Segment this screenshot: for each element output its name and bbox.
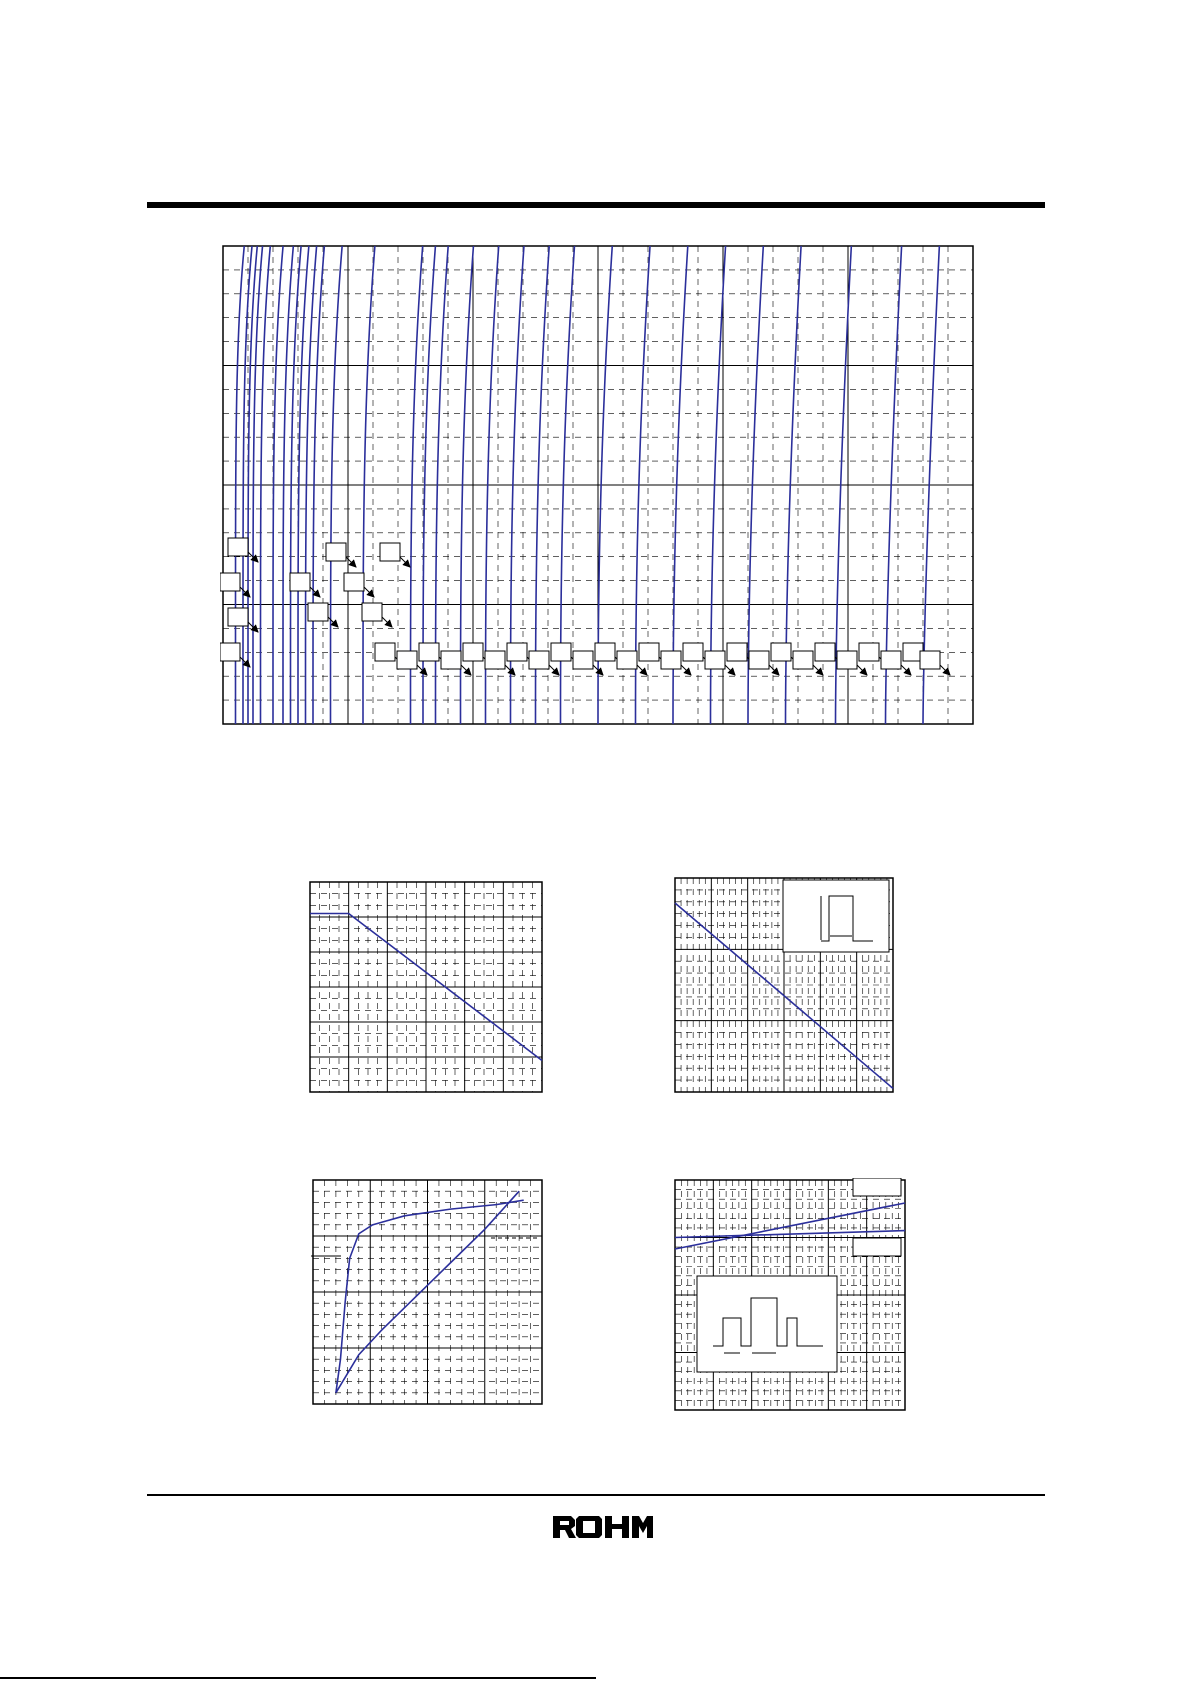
curve-callout-box <box>228 608 248 626</box>
power-derating-chart <box>308 880 544 1094</box>
curve-callout-box <box>220 573 240 591</box>
curve-callout-box <box>551 643 571 661</box>
curve-callout-box <box>228 538 248 556</box>
curve-callout-box <box>326 543 346 561</box>
curve-callout-box <box>771 643 791 661</box>
curve-callout-box <box>529 651 549 669</box>
curve-callout-box <box>573 651 593 669</box>
curve-callout-box <box>362 603 382 621</box>
curve-callout-box <box>815 643 835 661</box>
curve-callout-box <box>859 643 879 661</box>
curve-callout-box <box>441 651 461 669</box>
curve-callout-box <box>507 643 527 661</box>
curve-callout-box <box>220 643 240 661</box>
rohm-logo <box>551 1514 653 1540</box>
curve-callout-box <box>419 643 439 661</box>
series-label-box <box>853 1238 901 1256</box>
footer-rule <box>147 1494 1045 1496</box>
footnote-rule <box>0 1677 596 1679</box>
zener-characteristics-chart <box>220 243 975 725</box>
curve-callout-box <box>290 573 310 591</box>
curve-callout-box <box>375 643 395 661</box>
curve-callout-box <box>463 643 483 661</box>
curve-callout-box <box>727 643 747 661</box>
transient-response-chart <box>673 1178 907 1412</box>
curve-callout-box <box>793 651 813 669</box>
curve-callout-box <box>749 651 769 669</box>
inset-box <box>783 880 889 952</box>
curve-callout-box <box>380 543 400 561</box>
header-rule <box>147 202 1045 208</box>
curve-callout-box <box>308 603 328 621</box>
curve-callout-box <box>661 651 681 669</box>
pulse-rating-chart <box>673 876 895 1094</box>
curve-callout-box <box>595 643 615 661</box>
curve-callout-box <box>617 651 637 669</box>
series-label-box <box>853 1178 901 1196</box>
curve-callout-box <box>705 651 725 669</box>
curve-callout-box <box>344 573 364 591</box>
inset-box <box>697 1276 837 1372</box>
curve-callout-box <box>920 651 940 669</box>
curve-callout-box <box>837 651 857 669</box>
curve-callout-box <box>881 651 901 669</box>
curve-callout-box <box>485 651 505 669</box>
curve-callout-box <box>639 643 659 661</box>
curve-callout-box <box>683 643 703 661</box>
dynamic-impedance-chart <box>311 1178 544 1406</box>
curve-callout-box <box>397 651 417 669</box>
